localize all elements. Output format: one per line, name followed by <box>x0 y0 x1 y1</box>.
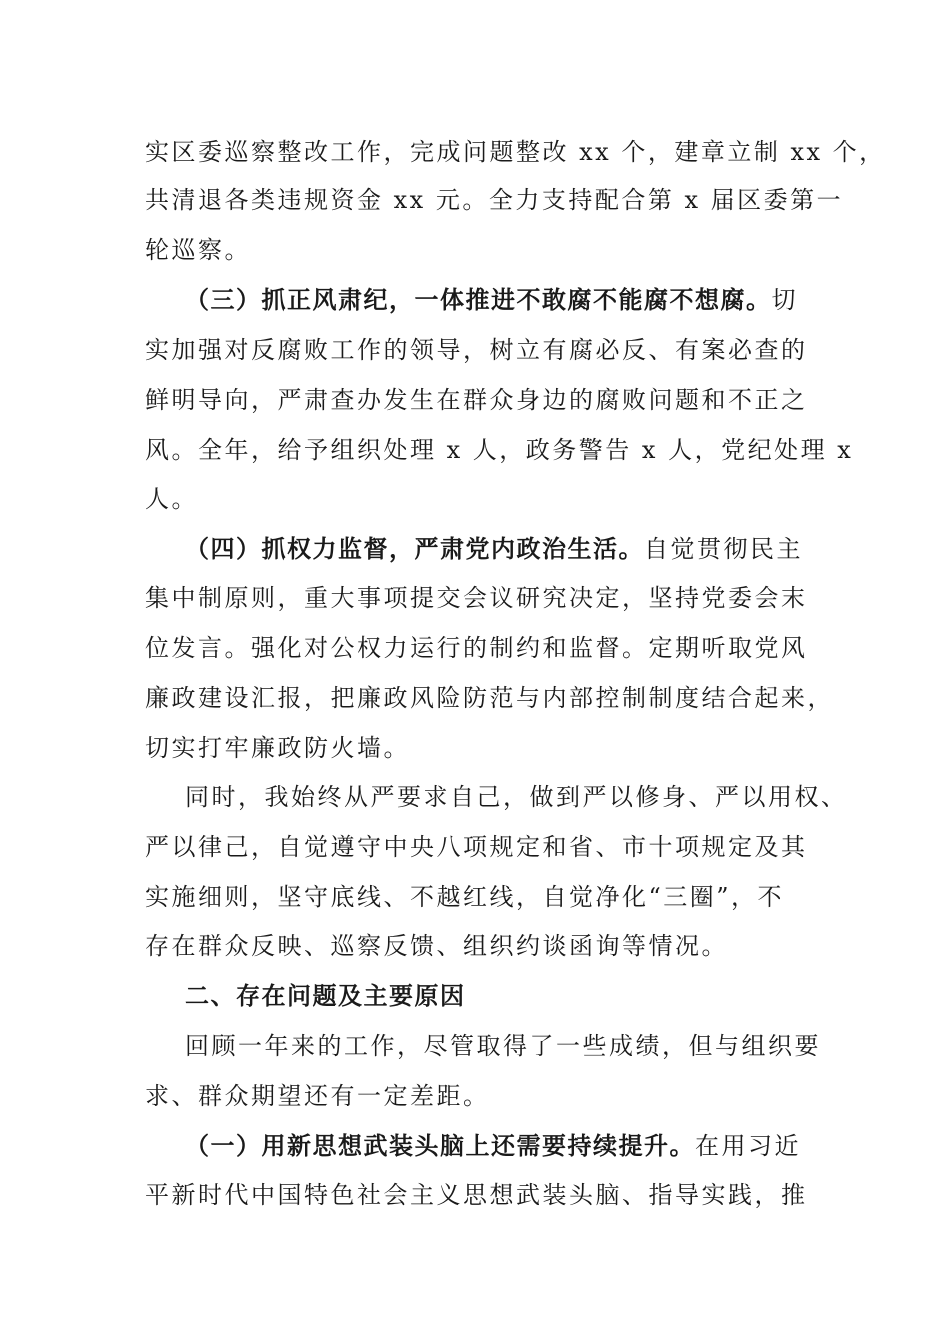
text-line: 集中制原则，重大事项提交会议研究决定，坚持党委会末 <box>145 584 808 612</box>
bold-heading: （一）用新思想武装头脑上还需要持续提升。 <box>185 1132 695 1160</box>
text-line: 实区委巡察整改工作，完成问题整改 xx 个，建章立制 xx 个， <box>145 138 886 166</box>
paragraph-heading-line: （四）抓权力监督，严肃党内政治生活。自觉贯彻民主 <box>185 535 803 563</box>
text-line: 同时，我始终从严要求自己，做到严以修身、严以用权、 <box>185 783 848 811</box>
text-line: 风。全年，给予组织处理 x 人，政务警告 x 人，党纪处理 x <box>145 436 854 464</box>
text-line: 存在群众反映、巡察反馈、组织约谈函询等情况。 <box>145 932 728 960</box>
bold-heading: （三）抓正风肃纪，一体推进不敢腐不能腐不想腐。 <box>185 286 772 314</box>
paragraph-heading-line: （一）用新思想武装头脑上还需要持续提升。在用习近 <box>185 1132 801 1160</box>
text-line: 人。 <box>145 485 198 513</box>
text-line: 严以律己，自觉遵守中央八项规定和省、市十项规定及其 <box>145 833 808 861</box>
text-line: 轮巡察。 <box>145 236 251 264</box>
text-line: 实施细则，坚守底线、不越红线，自觉净化“三圈”，不 <box>145 883 785 911</box>
text-line: 平新时代中国特色社会主义思想武装头脑、指导实践，推 <box>145 1181 808 1209</box>
section-heading: 二、存在问题及主要原因 <box>185 982 466 1010</box>
text-line: 回顾一年来的工作，尽管取得了一些成绩，但与组织要 <box>185 1032 821 1060</box>
text-line: 共清退各类违规资金 xx 元。全力支持配合第 x 届区委第一 <box>145 186 844 214</box>
text-line: 廉政建设汇报，把廉政风险防范与内部控制制度结合起来， <box>145 684 834 712</box>
text-line: 切实打牢廉政防火墙。 <box>145 734 410 762</box>
text-line: 实加强对反腐败工作的领导，树立有腐必反、有案必查的 <box>145 336 808 364</box>
bold-heading: （四）抓权力监督，严肃党内政治生活。 <box>185 535 644 563</box>
text-line: 位发言。强化对公权力运行的制约和监督。定期听取党风 <box>145 634 808 662</box>
text-line: 求、群众期望还有一定差距。 <box>145 1082 490 1110</box>
paragraph-heading-line: （三）抓正风肃纪，一体推进不敢腐不能腐不想腐。切 <box>185 286 798 314</box>
text-line: 鲜明导向，严肃查办发生在群众身边的腐败问题和不正之 <box>145 386 808 414</box>
